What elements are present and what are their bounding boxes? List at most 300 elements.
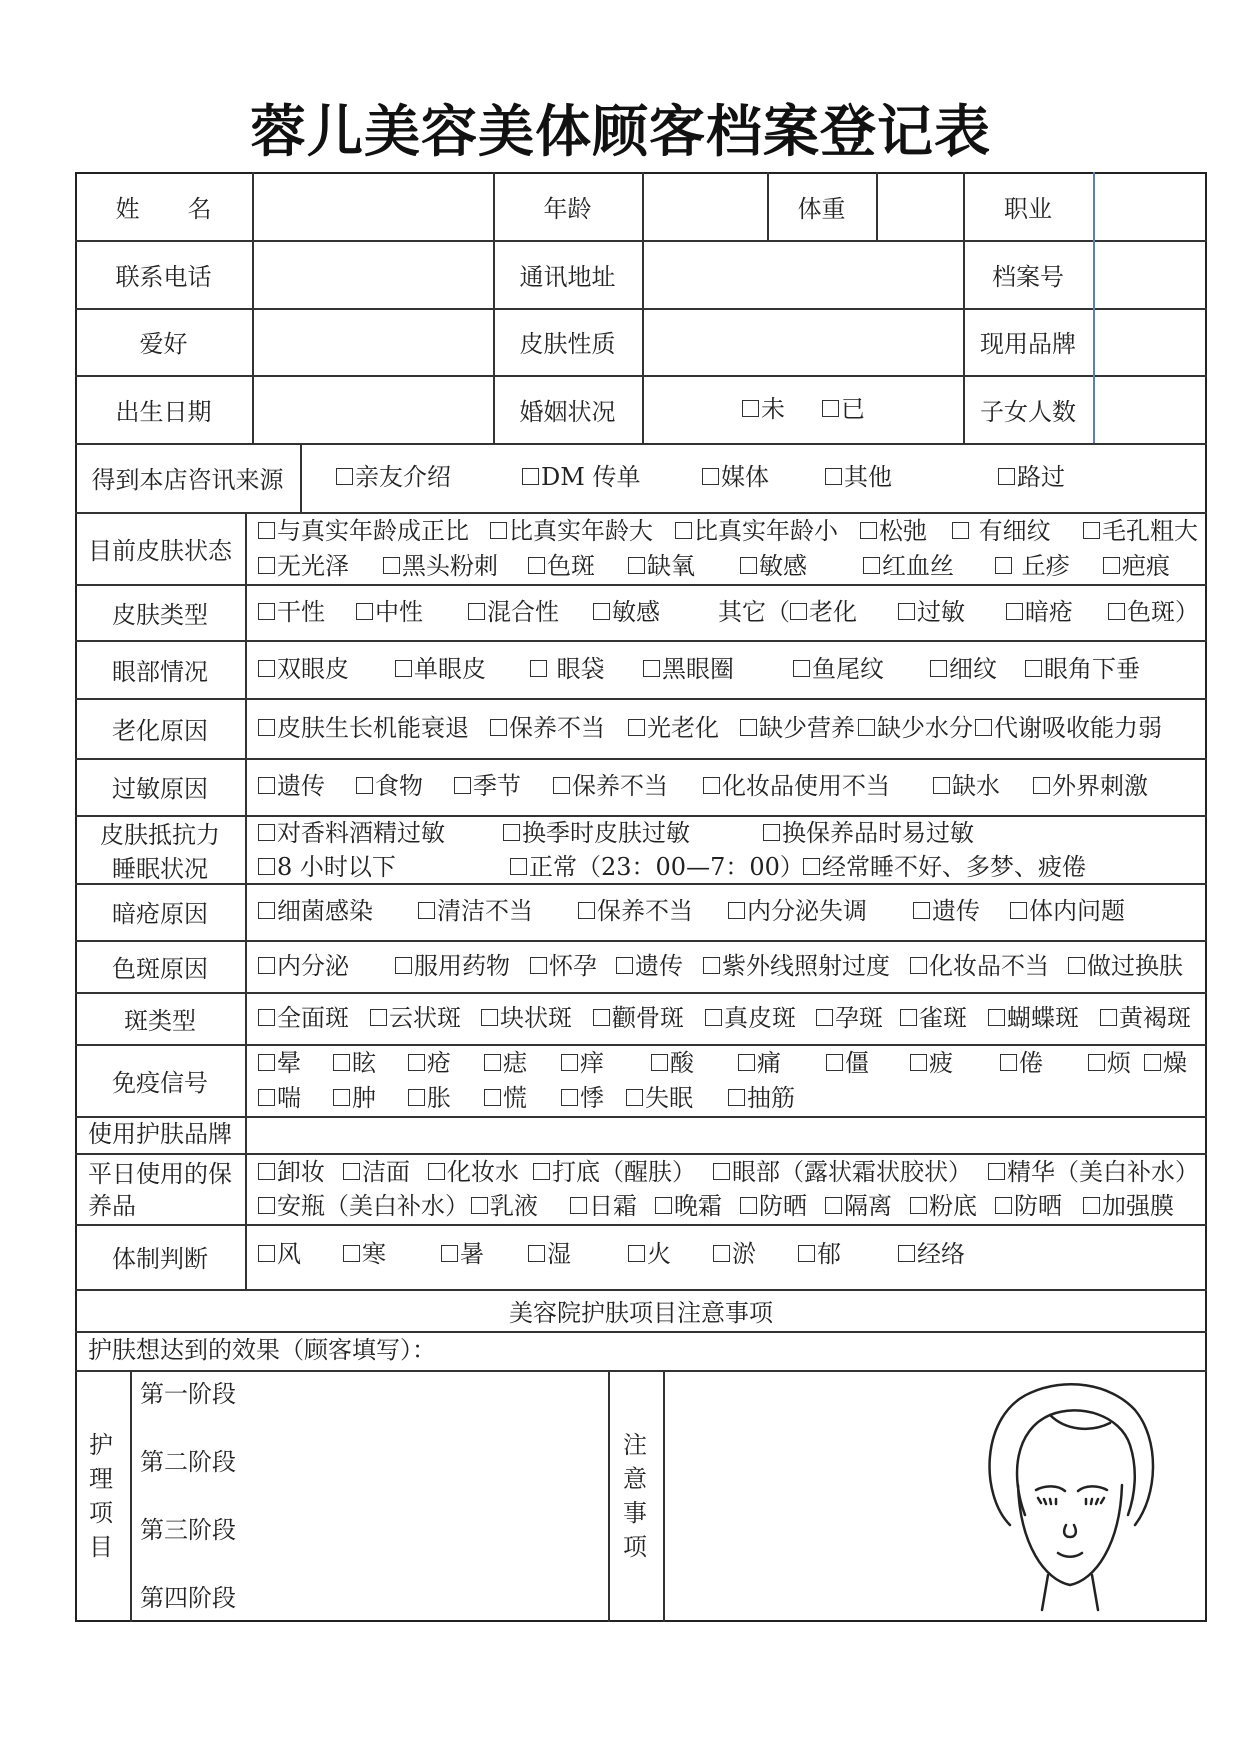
col-divider [663,1370,665,1622]
immune-checkbox[interactable]: 僵 [826,1047,869,1079]
page-title: 蓉儿美容美体顾客档案登记表 [250,100,991,165]
checkbox-icon [705,1009,722,1026]
daily-checkbox[interactable]: 洁面 [343,1156,410,1188]
checkbox-icon [333,1089,350,1106]
label-resist: 皮肤抵抗力 [100,820,220,849]
checkbox-icon [258,1163,275,1180]
spot-cause-checkbox[interactable]: 遗传 [616,940,683,992]
checkbox-icon [763,824,780,841]
checkbox-icon [258,719,275,736]
label-daily-1: 平日使用的保 [88,1160,232,1188]
acne-checkbox[interactable]: 遗传 [913,883,980,940]
immune-checkbox[interactable]: 慌 [484,1082,527,1114]
eye-checkbox[interactable]: 黑眼圈 [643,640,734,698]
source-option-checkbox[interactable]: DM 传单 [522,443,640,512]
immune-checkbox[interactable]: 眩 [333,1047,376,1079]
sleep-checkbox[interactable]: 经常睡不好、多梦、疲倦 [803,851,1086,883]
resist-checkbox[interactable]: 对香料酒精过敏 [258,817,445,849]
skin-state-checkbox[interactable]: 有细纹 [952,515,1051,547]
checkbox-icon [816,1009,833,1026]
care-label [86,1428,116,1564]
checkbox-icon [702,468,719,485]
job-field[interactable] [1093,172,1207,240]
sleep-checkbox[interactable]: 正常（23：00—7：00） [510,851,804,883]
spot-type-checkbox[interactable]: 云状斑 [370,992,461,1044]
eye-checkbox[interactable]: 鱼尾纹 [793,640,884,698]
face-illustration-icon [970,1375,1170,1615]
skin-state-checkbox[interactable]: 松弛 [860,515,927,547]
acne-checkbox[interactable]: 保养不当 [578,883,693,940]
skin-state-checkbox[interactable]: 红血丝 [863,550,954,582]
acne-checkbox[interactable]: 内分泌失调 [728,883,867,940]
immune-line2 [258,1082,1198,1114]
skin-type-options [258,584,1198,640]
marriage-unmarried-checkbox[interactable]: 未 [742,375,785,443]
checkbox-icon [910,1054,927,1071]
checkbox-icon [258,660,275,677]
checkbox-icon [333,1054,350,1071]
checkbox-icon [343,1245,360,1262]
skin-type-checkbox[interactable]: 过敏 [898,584,965,640]
allergy-options [258,758,1198,815]
spot-type-checkbox[interactable]: 孕斑 [816,992,883,1044]
skin-state-checkbox[interactable]: 比真实年龄大 [490,515,653,547]
aging-checkbox[interactable]: 缺少水分 [858,698,973,758]
label-file-no: 档案号 [992,262,1064,291]
checkbox-icon [356,777,373,794]
daily-checkbox[interactable]: 安瓶（美白补水） [258,1190,469,1222]
skin-type-checkbox[interactable]: 混合性 [468,584,559,640]
checkbox-icon [258,902,275,919]
checkbox-icon [481,1009,498,1026]
checkbox-icon [428,1163,445,1180]
allergy-checkbox[interactable]: 遗传 [258,758,325,815]
spot-cause-checkbox[interactable]: 内分泌 [258,940,349,992]
resist-checkbox[interactable]: 换保养品时易过敏 [763,817,974,849]
checkbox-icon [643,660,660,677]
notes-char: 意 [623,1465,647,1493]
stage-3[interactable]: 第三阶段 [140,1516,236,1544]
checkbox-icon [740,719,757,736]
checkbox-icon [454,777,471,794]
skin-state-checkbox[interactable]: 丘疹 [995,550,1070,582]
col-divider [245,512,247,1289]
checkbox-icon [258,1089,275,1106]
immune-checkbox[interactable]: 痒 [561,1047,604,1079]
col-divider [130,1370,132,1622]
skin-type-other-label: 其它（ [718,598,790,626]
spot-type-checkbox[interactable]: 蝴蝶斑 [988,992,1079,1044]
care-char: 目 [89,1533,113,1561]
daily-line2 [258,1190,1198,1222]
immune-checkbox[interactable]: 燥 [1144,1047,1187,1079]
spot-type-checkbox[interactable]: 颧骨斑 [593,992,684,1044]
skin-state-line1 [258,515,1198,547]
spot-cause-checkbox[interactable]: 服用药物 [395,940,510,992]
checkbox-icon [522,468,539,485]
label-acne: 暗疮原因 [112,900,208,928]
checkbox-icon [528,1245,545,1262]
skin-state-checkbox[interactable]: 无光泽 [258,550,349,582]
checkbox-icon [336,468,353,485]
sleep-options [258,851,1198,883]
checkbox-icon [258,1009,275,1026]
allergy-checkbox[interactable]: 食物 [356,758,423,815]
skin-state-checkbox[interactable]: 与真实年龄成正比 [258,515,469,547]
checkbox-icon [343,1163,360,1180]
checkbox-icon [1083,522,1100,539]
label-children: 子女人数 [980,397,1076,426]
body-checkbox[interactable]: 风 [258,1224,301,1284]
label-birth: 出生日期 [115,397,212,426]
allergy-checkbox[interactable]: 保养不当 [553,758,668,815]
checkbox-icon [910,957,927,974]
daily-line1 [258,1156,1198,1188]
care-char: 项 [89,1499,113,1527]
skin-state-checkbox[interactable]: 毛孔粗大 [1083,515,1198,547]
immune-checkbox[interactable]: 倦 [1000,1047,1043,1079]
aging-checkbox[interactable]: 保养不当 [490,698,605,758]
label-allergy: 过敏原因 [112,775,208,803]
checkbox-icon [528,557,545,574]
eye-options [258,640,1198,698]
acne-checkbox[interactable]: 细菌感染 [258,883,373,940]
label-age: 年龄 [543,194,592,223]
weight-field[interactable] [876,172,963,240]
checkbox-icon [988,1009,1005,1026]
skin-state-checkbox[interactable]: 黑头粉刺 [383,550,498,582]
checkbox-icon [703,777,720,794]
checkbox-icon [825,468,842,485]
immune-checkbox[interactable]: 胀 [408,1082,451,1114]
checkbox-icon [418,902,435,919]
address-field[interactable] [642,240,963,308]
body-checkbox[interactable]: 火 [628,1224,671,1284]
children-field[interactable] [1093,375,1207,443]
checkbox-icon [655,1197,672,1214]
aging-checkbox[interactable]: 皮肤生长机能衰退 [258,698,469,758]
col-divider [608,1370,610,1622]
daily-checkbox[interactable]: 打底（醒肤） [533,1156,696,1188]
daily-checkbox[interactable]: 粉底 [910,1190,977,1222]
effect-label: 护肤想达到的效果（顾客填写）： [88,1336,436,1364]
daily-checkbox[interactable]: 日霜 [570,1190,637,1222]
checkbox-icon [503,824,520,841]
immune-checkbox[interactable]: 悸 [561,1082,604,1114]
notice-header: 美容院护肤项目注意事项 [509,1298,773,1327]
skin-state-checkbox[interactable]: 敏感 [740,550,807,582]
immune-checkbox[interactable]: 喘 [258,1082,301,1114]
label-source: 得到本店咨讯来源 [91,466,284,494]
checkbox-icon [258,603,275,620]
spot-type-checkbox[interactable]: 黄褐斑 [1100,992,1191,1044]
row-divider [75,1370,1207,1372]
skin-type-checkbox[interactable]: 老化 [790,584,857,640]
spot-cause-checkbox[interactable]: 做过换肤 [1068,940,1183,992]
aging-checkbox[interactable]: 代谢吸收能力弱 [975,698,1162,758]
daily-checkbox[interactable]: 防晒 [740,1190,807,1222]
immune-checkbox[interactable]: 酸 [651,1047,694,1079]
daily-checkbox[interactable]: 化妆水 [428,1156,519,1188]
birth-field[interactable] [252,375,493,443]
immune-line1 [258,1047,1198,1079]
daily-checkbox[interactable]: 隔离 [825,1190,892,1222]
skin-type-checkbox[interactable]: 中性 [356,584,423,640]
daily-checkbox[interactable]: 眼部（露状霜状胶状） [713,1156,972,1188]
body-checkbox[interactable]: 经络 [898,1224,965,1284]
checkbox-icon [910,1197,927,1214]
label-spot-type: 斑类型 [124,1006,196,1035]
care-char: 理 [89,1465,113,1493]
checkbox-icon [1100,1009,1117,1026]
checkbox-icon [484,1089,501,1106]
skin-type-checkbox[interactable]: 干性 [258,584,325,640]
eye-checkbox[interactable]: 眼角下垂 [1025,640,1140,698]
stage-4[interactable]: 第四阶段 [140,1584,236,1612]
acne-checkbox[interactable]: 体内问题 [1010,883,1125,940]
checkbox-icon [408,1054,425,1071]
checkbox-icon [258,1197,275,1214]
checkbox-icon [258,557,275,574]
aging-checkbox[interactable]: 缺少营养 [740,698,855,758]
spot-cause-options [258,940,1198,992]
checkbox-icon [742,400,759,417]
checkbox-icon [793,660,810,677]
checkbox-icon [1068,957,1085,974]
checkbox-icon [628,1245,645,1262]
checkbox-icon [798,1245,815,1262]
body-checkbox[interactable]: 湿 [528,1224,571,1284]
checkbox-icon [490,719,507,736]
immune-checkbox[interactable]: 失眠 [626,1082,693,1114]
skin-state-checkbox[interactable]: 疤痕 [1103,550,1170,582]
checkbox-icon [593,1009,610,1026]
checkbox-icon [728,1089,745,1106]
immune-checkbox[interactable]: 痣 [484,1047,527,1079]
resist-checkbox[interactable]: 换季时皮肤过敏 [503,817,690,849]
checkbox-icon [898,603,915,620]
brand-now-field[interactable] [1093,308,1207,375]
spot-cause-checkbox[interactable]: 怀孕 [530,940,597,992]
file-no-field[interactable] [1093,240,1207,308]
label-body: 体制判断 [112,1245,208,1273]
checkbox-icon [553,777,570,794]
checkbox-icon [533,1163,550,1180]
phone-field[interactable] [252,240,493,308]
source-option-checkbox[interactable]: 亲友介绍 [336,443,451,512]
checkbox-icon [825,1197,842,1214]
label-weight: 体重 [797,194,846,223]
checkbox-icon [1088,1054,1105,1071]
label-job: 职业 [1004,194,1052,223]
eye-checkbox[interactable]: 双眼皮 [258,640,349,698]
checkbox-icon [713,1245,730,1262]
skin-state-checkbox[interactable]: 缺氧 [628,550,695,582]
checkbox-icon [860,522,877,539]
label-aging: 老化原因 [112,716,208,745]
label-spot-cause: 色斑原因 [112,954,208,983]
skin-type-checkbox[interactable]: 色斑） [1108,584,1199,640]
checkbox-icon [826,1054,843,1071]
label-skin-nature: 皮肤性质 [519,330,616,358]
checkbox-icon [988,1163,1005,1180]
checkbox-icon [370,1009,387,1026]
label-sleep: 睡眠状况 [112,854,208,883]
label-daily-2: 养品 [88,1192,136,1220]
checkbox-icon [898,1245,915,1262]
checkbox-icon [628,719,645,736]
checkbox-icon [1144,1054,1161,1071]
spot-type-checkbox[interactable]: 雀斑 [900,992,967,1044]
immune-checkbox[interactable]: 晕 [258,1047,301,1079]
allergy-checkbox[interactable]: 外界刺激 [1033,758,1148,815]
spot-type-checkbox[interactable]: 块状斑 [481,992,572,1044]
source-option-checkbox[interactable]: 其他 [825,443,892,512]
checkbox-icon [593,603,610,620]
eye-checkbox[interactable]: 眼袋 [530,640,605,698]
checkbox-icon [490,522,507,539]
source-option-checkbox[interactable]: 路过 [998,443,1065,512]
sleep-checkbox[interactable]: 8 小时以下 [258,851,396,883]
body-checkbox[interactable]: 寒 [343,1224,386,1284]
spot-type-options [258,992,1198,1044]
allergy-checkbox[interactable]: 季节 [454,758,521,815]
name-field[interactable] [252,172,493,240]
checkbox-icon [1025,660,1042,677]
label-address: 通讯地址 [519,262,616,291]
daily-checkbox[interactable]: 精华（美白补水） [988,1156,1199,1188]
age-field[interactable] [642,172,767,240]
immune-checkbox[interactable]: 抽筋 [728,1082,795,1114]
hobby-field[interactable] [252,308,493,375]
allergy-checkbox[interactable]: 化妆品使用不当 [703,758,890,815]
daily-checkbox[interactable]: 晚霜 [655,1190,722,1222]
checkbox-icon [1006,603,1023,620]
checkbox-icon [258,1245,275,1262]
daily-checkbox[interactable]: 乳液 [471,1190,538,1222]
skin-type-checkbox[interactable]: 暗疮 [1006,584,1073,640]
skin-nature-field[interactable] [642,308,963,375]
source-options [300,443,1200,512]
daily-checkbox[interactable]: 加强膜 [1083,1190,1174,1222]
aging-checkbox[interactable]: 光老化 [628,698,719,758]
notes-char: 项 [623,1533,647,1561]
brand-use-field[interactable] [258,1116,1198,1153]
label-immune: 免疫信号 [112,1068,208,1097]
checkbox-icon [561,1054,578,1071]
checkbox-icon [626,1089,643,1106]
checkbox-icon [471,1197,488,1214]
checkbox-icon [570,1197,587,1214]
checkbox-icon [858,719,875,736]
marriage-married-checkbox[interactable]: 已 [822,375,865,443]
checkbox-icon [738,1054,755,1071]
immune-checkbox[interactable]: 烦 [1088,1047,1131,1079]
checkbox-icon [510,858,527,875]
checkbox-icon [790,603,807,620]
checkbox-icon [258,777,275,794]
checkbox-icon [1000,1054,1017,1071]
notes-char: 注 [623,1431,647,1459]
checkbox-icon [395,660,412,677]
checkbox-icon [933,777,950,794]
spot-cause-checkbox[interactable]: 化妆品不当 [910,940,1049,992]
stage-2[interactable]: 第二阶段 [140,1448,236,1476]
checkbox-icon [995,557,1012,574]
daily-checkbox[interactable]: 防晒 [995,1190,1062,1222]
checkbox-icon [395,957,412,974]
checkbox-icon [703,957,720,974]
checkbox-icon [258,824,275,841]
checkbox-icon [1010,902,1027,919]
skin-type-checkbox[interactable]: 敏感 [593,584,660,640]
body-checkbox[interactable]: 暑 [441,1224,484,1284]
checkbox-icon [530,660,547,677]
stage-1[interactable]: 第一阶段 [140,1380,236,1408]
immune-checkbox[interactable]: 疮 [408,1047,451,1079]
label-marriage: 婚姻状况 [519,397,616,426]
eye-checkbox[interactable]: 细纹 [930,640,997,698]
checkbox-icon [900,1009,917,1026]
label-name: 姓 名 [115,194,212,223]
checkbox-icon [952,522,969,539]
label-eye: 眼部情况 [112,657,208,686]
label-skin-state: 目前皮肤状态 [88,536,232,565]
checkbox-icon [930,660,947,677]
checkbox-icon [578,902,595,919]
checkbox-icon [441,1245,458,1262]
checkbox-icon [1108,603,1125,620]
marriage-options [642,375,963,443]
checkbox-icon [408,1089,425,1106]
checkbox-icon [1033,777,1050,794]
checkbox-icon [258,957,275,974]
checkbox-icon [863,557,880,574]
source-option-checkbox[interactable]: 媒体 [702,443,769,512]
checkbox-icon [975,719,992,736]
spot-cause-checkbox[interactable]: 紫外线照射过度 [703,940,890,992]
checkbox-icon [995,1197,1012,1214]
checkbox-icon [713,1163,730,1180]
checkbox-icon [468,603,485,620]
checkbox-icon [1103,557,1120,574]
spot-type-checkbox[interactable]: 全面斑 [258,992,349,1044]
daily-checkbox[interactable]: 卸妆 [258,1156,325,1188]
allergy-checkbox[interactable]: 缺水 [933,758,1000,815]
checkbox-icon [803,858,820,875]
checkbox-icon [822,400,839,417]
skin-state-checkbox[interactable]: 色斑 [528,550,595,582]
immune-checkbox[interactable]: 痛 [738,1047,781,1079]
checkbox-icon [616,957,633,974]
checkbox-icon [740,1197,757,1214]
checkbox-icon [651,1054,668,1071]
body-checkbox[interactable]: 淤 [713,1224,756,1284]
immune-checkbox[interactable]: 肿 [333,1082,376,1114]
acne-checkbox[interactable]: 清洁不当 [418,883,533,940]
checkbox-icon [383,557,400,574]
immune-checkbox[interactable]: 疲 [910,1047,953,1079]
checkbox-icon [258,1054,275,1071]
checkbox-icon [628,557,645,574]
aging-options [258,698,1198,758]
notes-label [620,1428,650,1564]
spot-type-checkbox[interactable]: 真皮斑 [705,992,796,1044]
body-checkbox[interactable]: 郁 [798,1224,841,1284]
skin-state-checkbox[interactable]: 比真实年龄小 [675,515,838,547]
eye-checkbox[interactable]: 单眼皮 [395,640,486,698]
notes-char: 事 [623,1499,647,1527]
